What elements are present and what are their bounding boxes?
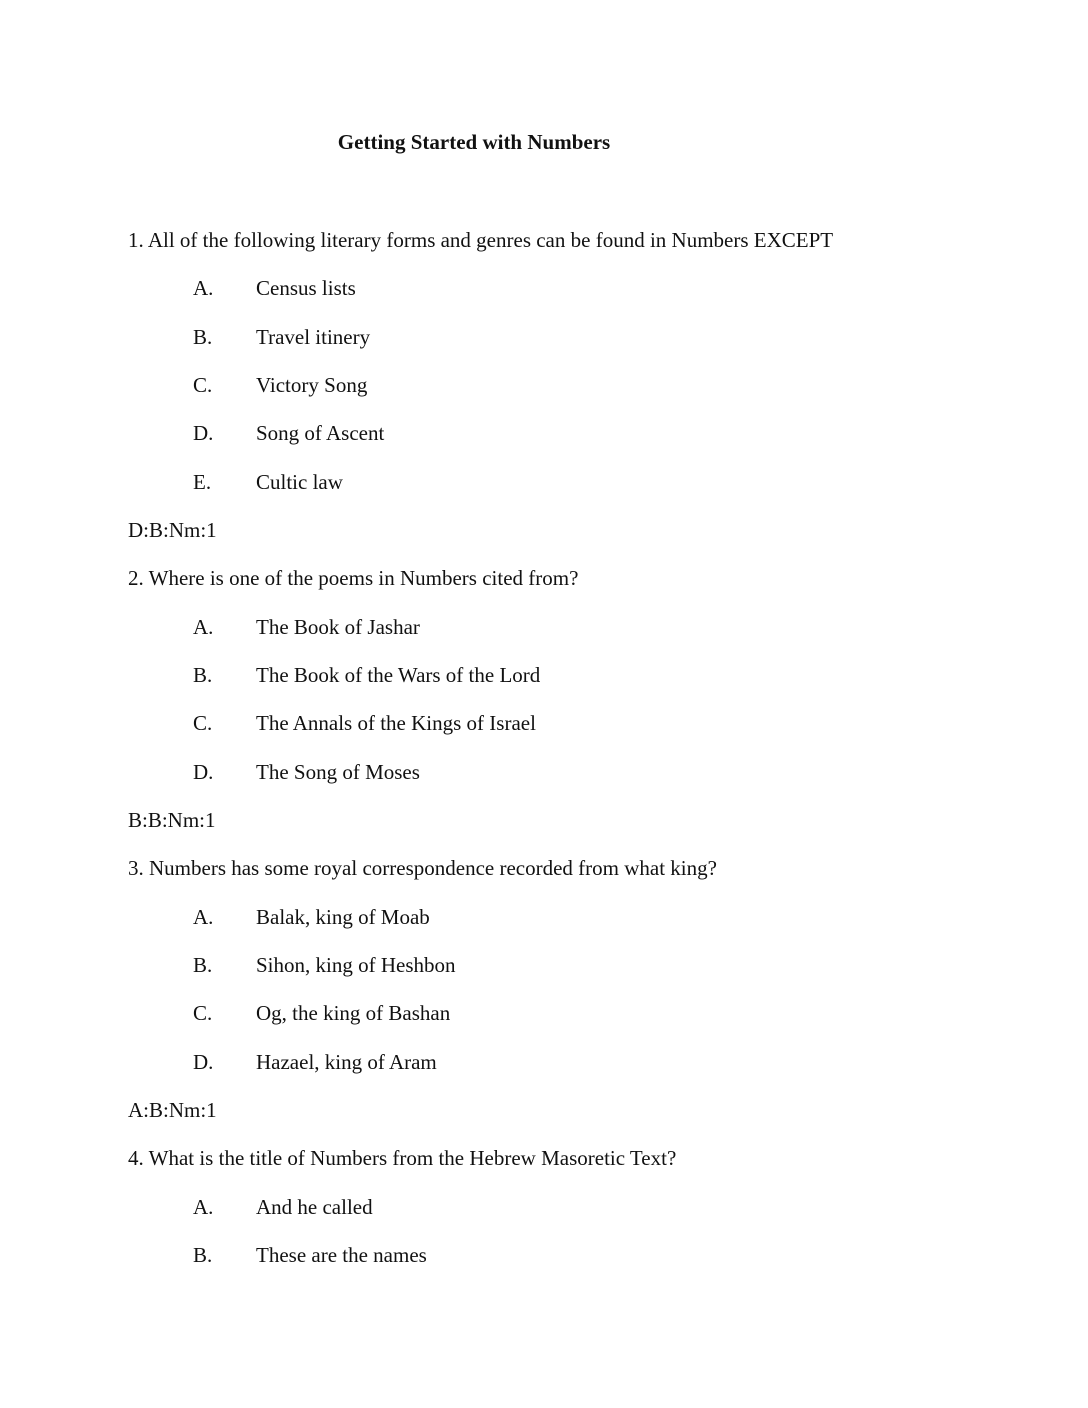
q3-option-b-text: Sihon, king of Heshbon bbox=[256, 953, 456, 977]
q3-option-d-text: Hazael, king of Aram bbox=[256, 1050, 437, 1074]
q1-option-b-text: Travel itinery bbox=[256, 325, 371, 349]
q2-option-c-text: The Annals of the Kings of Israel bbox=[256, 711, 536, 735]
question-3-stem: 3. Numbers has some royal correspondence recorded from what king? bbox=[128, 856, 717, 880]
q3-option-c-text: Og, the king of Bashan bbox=[256, 1001, 451, 1025]
q1-option-e-letter: E. bbox=[193, 470, 212, 494]
q3-option-a-letter: A. bbox=[193, 905, 214, 929]
page-title: Getting Started with Numbers bbox=[337, 130, 611, 154]
q1-option-d-letter: D. bbox=[193, 421, 214, 445]
question-3-answer-key: A:B:Nm:1 bbox=[128, 1098, 217, 1122]
q1-option-a-text: Census lists bbox=[256, 276, 356, 300]
q4-option-a-letter: A. bbox=[193, 1195, 214, 1219]
q2-option-b-letter: B. bbox=[193, 663, 213, 687]
q1-option-d-text: Song of Ascent bbox=[256, 421, 385, 445]
q2-option-d-text: The Song of Moses bbox=[256, 760, 420, 784]
question-2-answer-key: B:B:Nm:1 bbox=[128, 808, 216, 832]
question-1-stem: 1. All of the following literary forms and genres can be found in Numbers EXCEPT bbox=[128, 228, 834, 252]
q2-option-a-letter: A. bbox=[193, 615, 214, 639]
q3-option-b-letter: B. bbox=[193, 953, 213, 977]
q1-option-c-text: Victory Song bbox=[256, 373, 368, 397]
q2-option-d-letter: D. bbox=[193, 760, 214, 784]
q1-option-b-letter: B. bbox=[193, 325, 213, 349]
q1-option-c-letter: C. bbox=[193, 373, 213, 397]
q3-option-c-letter: C. bbox=[193, 1001, 213, 1025]
q2-option-c-letter: C. bbox=[193, 711, 213, 735]
q4-option-b-text: These are the names bbox=[256, 1243, 427, 1267]
q3-option-a-text: Balak, king of Moab bbox=[256, 905, 430, 929]
question-1-answer-key: D:B:Nm:1 bbox=[128, 518, 217, 542]
q1-option-e-text: Cultic law bbox=[256, 470, 343, 494]
q1-option-a-letter: A. bbox=[193, 276, 214, 300]
question-2-stem: 2. Where is one of the poems in Numbers cited from? bbox=[128, 566, 579, 590]
q3-option-d-letter: D. bbox=[193, 1050, 214, 1074]
q2-option-b-text: The Book of the Wars of the Lord bbox=[256, 663, 541, 687]
q2-option-a-text: The Book of Jashar bbox=[256, 615, 420, 639]
q4-option-b-letter: B. bbox=[193, 1243, 213, 1267]
question-4-stem: 4. What is the title of Numbers from the Hebrew Masoretic Text? bbox=[128, 1146, 677, 1170]
q4-option-a-text: And he called bbox=[256, 1195, 373, 1219]
